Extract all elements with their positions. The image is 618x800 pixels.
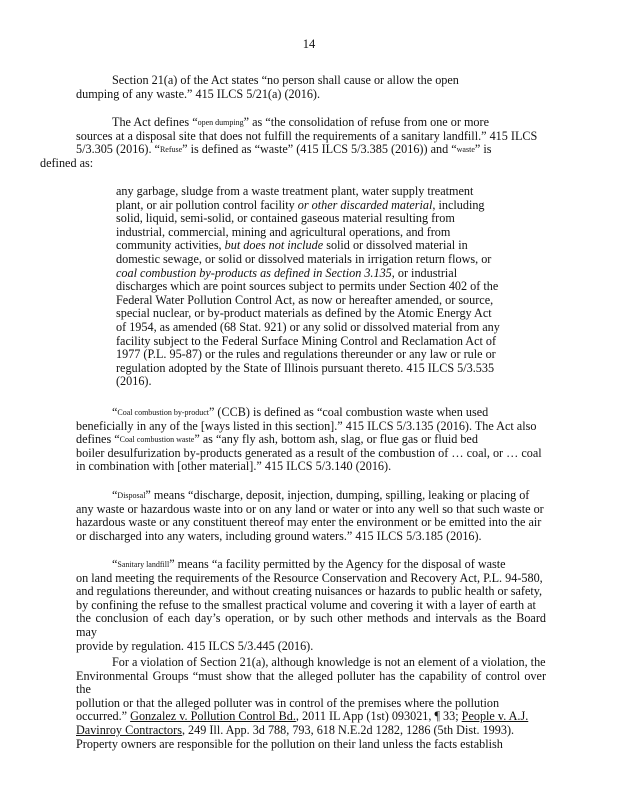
text-line: dumping of any waste.” 415 ILCS 5/21(a) (2016). [76,86,321,101]
defined-term: open dumping [197,118,244,127]
text-line: Section 21(a) of the Act states “no person shall cause or allow the open [112,73,459,87]
case-citation: People v. A.J. [461,709,529,724]
paragraph-violation-standard: For a violation of Section 21(a), although knowledge is not an element of a violation, the Environmental Groups “must show that the alleged polluter has the capability of control over the pollution or that the alleged polluter was in control of the premises where the pollution occurred.” Gonzalez v. Pollution Control Bd., 2011 IL App (1st) 093021, ¶ 33; People v. A.J. Davinroy Contractors, 249 Ill. App. 3d 788, 793, 618 N.E.2d 1282, 1286 (5th Dist. 1993). Property owners are responsible for the pollution on their land unless the facts establish [76,655,546,751]
case-citation: Gonzalez v. Pollution Control Bd. [130,709,296,724]
case-citation: Davinroy Contractors [76,722,182,737]
paragraph-open-dumping-definition: The Act defines “open dumping” as “the consolidation of refuse from one or more sources at a disposal site that does not fulfill the requirements of a sanitary landfill.” 415 ILCS 5/3.305 (2016). “Refuse” is defined as “waste” (415 ILCS 5/3.385 (2016)) and “waste” is defined as: [40,115,538,170]
defined-term: Coal combustion by-product [117,408,209,417]
page-number: 14 [302,37,316,51]
defined-term: waste [456,145,475,155]
defined-term: Coal combustion waste [119,435,195,445]
defined-term: Refuse [159,145,183,155]
block-quote-waste-definition: any garbage, sludge from a waste treatment plant, water supply treatment plant, or air pollution control facility or other discarded material, including solid, liquid, semi-solid, or contained gaseous material resulting from industrial, commercial, mining and agricultural operations, and from community activities, but does not include solid or dissolved material in domestic sewage, or solid or dissolved materials in irrigation return flows, or coal combustion by-products as defined in Section 3.135, or industrial discharges which are point sources subject to permits under Section 402 of the Federal Water Pollution Control Act, as now or hereafter amended, or source, special nuclear, or by-product materials as defined by the Atomic Energy Act of 1954, as amended (68 Stat. 921) or any solid or dissolved material from any facility subject to the Federal Surface Mining Control and Reclamation Act of 1977 (P.L. 95-87) or the rules and regulations thereunder or any law or rule or regulation adopted by the State of Illinois pursuant thereto. 415 ILCS 5/3.535 (2016). [116,184,500,389]
defined-term: Disposal [117,491,146,500]
defined-term: Sanitary landfill [117,560,170,569]
paragraph-disposal-definition: “Disposal” means “discharge, deposit, injection, dumping, spilling, leaking or placing of any waste or hazardous waste into or on any land or water or into any well so that such waste or hazardous waste or any constituent thereof may enter the environment or be emitted into the air or discharged into any waters, including ground waters.” 415 ILCS 5/3.185 (2016). [76,488,544,543]
paragraph-section-21a [76,74,546,101]
paragraph-sanitary-landfill-definition: “Sanitary landfill” means “a facility permitted by the Agency for the disposal of waste on land meeting the requirements of the Resource Conservation and Recovery Act, P.L. 94-580, and regulations thereunder, and without creating nuisances or hazards to public health or safety, by confining the refuse to the smallest practical volume and covering it with a layer of earth at the conclusion of each day’s operation, or by such other methods and intervals as the Board may provide by regulation. 415 ILCS 5/3.445 (2016). [76,557,546,653]
paragraph-coal-combustion-definitions: “Coal combustion by-product” (CCB) is defined as “coal combustion waste when used beneficially in any of the [ways listed in this section].” 415 ILCS 5/3.135 (2016). The Act also defines “Coal combustion waste” as “any fly ash, bottom ash, slag, or flue gas or fluid bed boiler desulfurization by-products generated as a result of the combustion of … coal, or … coal in combination with [other material].” 415 ILCS 5/3.140 (2016). [76,405,542,474]
